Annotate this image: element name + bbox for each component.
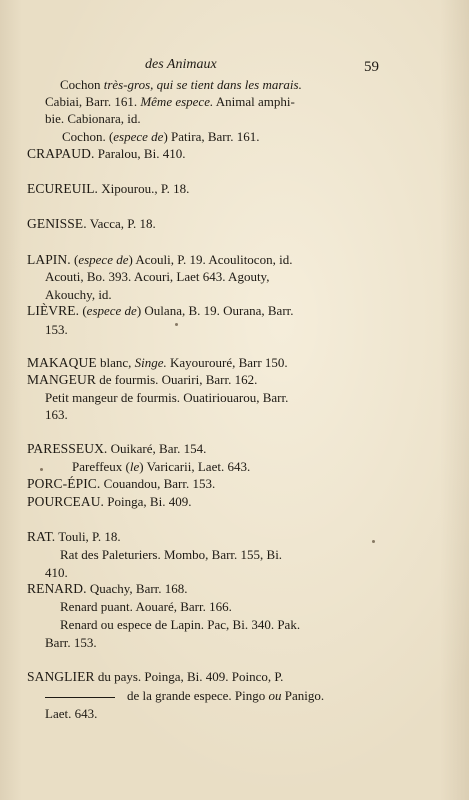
- ink-speck: [40, 468, 43, 471]
- text-run: Animal amphi-: [213, 94, 295, 109]
- text-run: Couandou, Barr. 153.: [100, 476, 216, 491]
- headword: ECUREUIL.: [27, 181, 99, 196]
- text-run: Paralou, Bi. 410.: [94, 146, 186, 161]
- text-line: [45, 407, 68, 423]
- headword: PARESSEUX.: [27, 441, 108, 456]
- text-run: blanc,: [96, 355, 135, 370]
- text-line: [45, 269, 269, 285]
- text-run: du pays. Poinga, Bi. 409. Poinco, P.: [94, 669, 284, 684]
- text-run: 163.: [45, 407, 68, 422]
- italic-text: espece de: [78, 252, 129, 267]
- text-line: [27, 355, 288, 371]
- text-run: de la grande espece. Pingo: [127, 688, 269, 703]
- text-run: ) Oulana, B. 19. Ourana, Barr.: [136, 303, 294, 318]
- text-line: [45, 706, 97, 722]
- text-run: Poinga, Bi. 409.: [104, 494, 192, 509]
- text-run: Cabiai, Barr. 161.: [45, 94, 141, 109]
- text-run: 153.: [45, 322, 68, 337]
- ink-speck: [175, 323, 178, 326]
- text-line: [27, 303, 294, 319]
- text-run: (: [70, 252, 79, 267]
- running-head: des Animaux: [145, 57, 217, 72]
- text-run: ) Varicarii, Laet. 643.: [139, 459, 251, 474]
- text-run: Quachy, Barr. 168.: [86, 581, 188, 596]
- headword: SANGLIER: [27, 669, 95, 684]
- italic-text: très-gros, qui se tient dans les marais.: [103, 77, 302, 92]
- page-number: 59: [364, 59, 379, 75]
- text-line: [60, 599, 232, 615]
- text-line: [27, 252, 292, 268]
- text-run: Renard ou espece de Lapin. Pac, Bi. 340. Pak.: [60, 617, 301, 632]
- text-line: [27, 441, 206, 457]
- text-run: Panigo.: [281, 688, 325, 703]
- headword: RENARD.: [27, 581, 87, 596]
- headword: PORC-ÉPIC.: [27, 476, 101, 491]
- headword: LIÈVRE.: [27, 303, 80, 318]
- text-run: Touli, P. 18.: [55, 529, 121, 544]
- text-line: [45, 322, 68, 338]
- text-run: Kayourouré, Barr 150.: [166, 355, 288, 370]
- italic-text: le: [129, 459, 140, 474]
- headword: LAPIN.: [27, 252, 71, 267]
- text-run: Rat des Paleturiers. Mombo, Barr. 155, Bi.: [60, 547, 283, 562]
- headword: CRAPAUD.: [27, 146, 95, 161]
- text-line: [60, 617, 300, 633]
- text-run: Akouchy, id.: [45, 287, 112, 302]
- text-line: [45, 287, 112, 303]
- text-line: [45, 565, 68, 581]
- text-line: [45, 390, 288, 406]
- headword: GENISSE.: [27, 216, 87, 231]
- italic-text: Même espece.: [140, 94, 214, 109]
- italic-text: espece de: [113, 129, 164, 144]
- headword: RAT.: [27, 529, 56, 544]
- text-line: [60, 77, 302, 93]
- text-line: [27, 529, 121, 545]
- text-run: Cochon: [60, 77, 104, 92]
- text-line: [27, 581, 188, 597]
- text-run: bie. Cabionara, id.: [45, 111, 141, 126]
- text-run: Acouti, Bo. 393. Acouri, Laet 643. Agouty,: [45, 269, 270, 284]
- headword: MANGEUR: [27, 372, 96, 387]
- text-line: [45, 94, 295, 110]
- text-run: Barr. 153.: [45, 635, 97, 650]
- text-run: (: [79, 303, 87, 318]
- text-line: [45, 111, 141, 127]
- headword: POURCEAU.: [27, 494, 105, 509]
- italic-text: ou: [268, 688, 282, 703]
- text-line: [27, 669, 283, 685]
- text-run: Pareffeux (: [72, 459, 130, 474]
- text-line: [27, 476, 215, 492]
- text-run: Renard puant. Aouaré, Barr. 166.: [60, 599, 232, 614]
- text-line: [27, 181, 189, 197]
- ink-speck: [372, 540, 375, 543]
- text-run: 410.: [45, 565, 68, 580]
- italic-text: Singe.: [134, 355, 167, 370]
- text-line: [60, 547, 282, 563]
- text-line: [45, 688, 324, 704]
- text-line: [27, 216, 156, 232]
- text-line: [27, 372, 257, 388]
- italic-text: espece de: [86, 303, 137, 318]
- text-line: [27, 494, 191, 510]
- text-run: Laet. 643.: [45, 706, 98, 721]
- text-line: [27, 146, 185, 162]
- text-line: [62, 129, 260, 145]
- text-run: Xipourou., P. 18.: [98, 181, 190, 196]
- text-run: de fourmis. Ouariri, Barr. 162.: [95, 372, 258, 387]
- text-line: [45, 635, 97, 651]
- headword: MAKAQUE: [27, 355, 97, 370]
- text-run: Petit mangeur de fourmis. Ouatiriouarou, Barr.: [45, 390, 289, 405]
- text-run: Vacca, P. 18.: [86, 216, 156, 231]
- text-line: [72, 459, 250, 475]
- ditto-rule: [45, 697, 115, 698]
- text-run: ) Acouli, P. 19. Acoulitocon, id.: [128, 252, 293, 267]
- text-run: ) Patira, Barr. 161.: [163, 129, 260, 144]
- text-run: Ouikaré, Bar. 154.: [107, 441, 207, 456]
- text-run: Cochon. (: [62, 129, 114, 144]
